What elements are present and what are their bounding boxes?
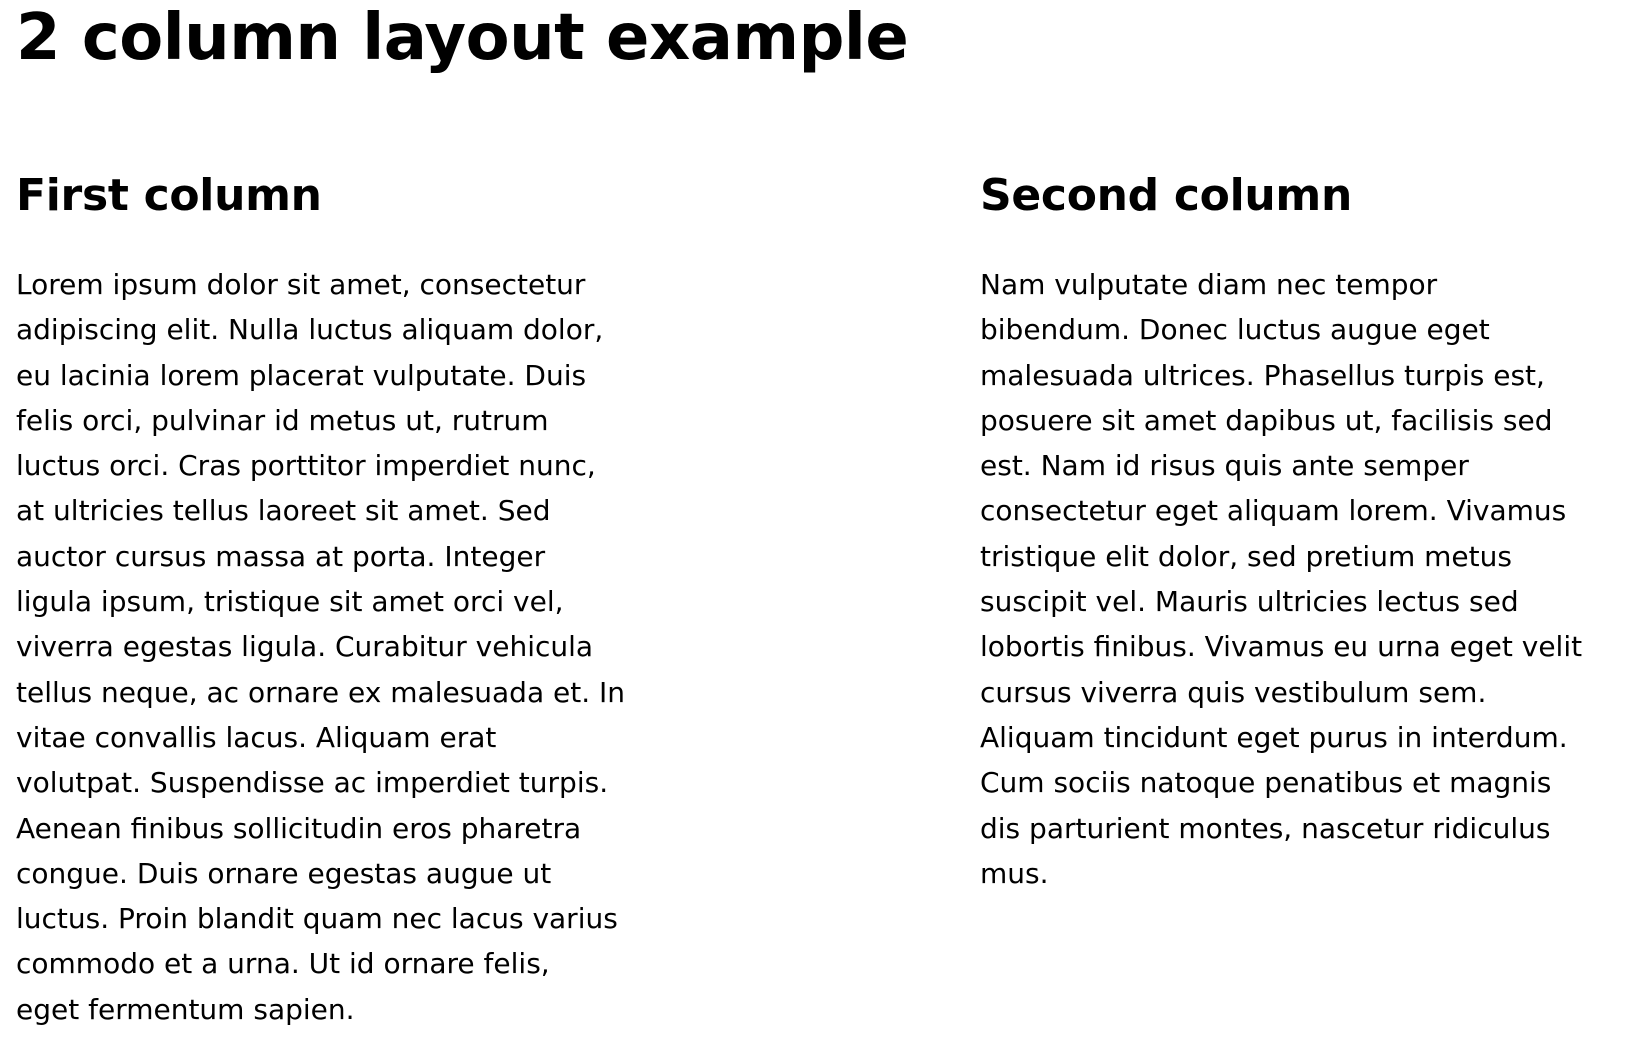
paragraph-line: bibendum. Donec luctus augue eget xyxy=(980,313,1490,347)
paragraph-line: commodo et a urna. Ut id ornare felis, xyxy=(16,947,550,981)
paragraph-line: consectetur eget aliquam lorem. Vivamus xyxy=(980,494,1567,528)
paragraph-line: est. Nam id risus quis ante semper xyxy=(980,449,1469,483)
paragraph-line: lobortis finibus. Vivamus eu urna eget velit xyxy=(980,630,1583,664)
paragraph-line: vitae convallis lacus. Aliquam erat xyxy=(16,720,497,754)
second-column xyxy=(980,168,1620,896)
paragraph-line: ligula ipsum, tristique sit amet orci vel, xyxy=(16,585,564,619)
paragraph-line: eu lacinia lorem placerat vulputate. Duis xyxy=(16,358,587,392)
paragraph-line: Nam vulputate diam nec tempor xyxy=(980,268,1438,301)
paragraph-line: viverra egestas ligula. Curabitur vehicula xyxy=(16,630,594,664)
second-column-heading: Second column xyxy=(980,170,1352,221)
paragraph-line: posuere sit amet dapibus ut, facilisis sed xyxy=(980,403,1553,437)
paragraph-line: eget fermentum sapien. xyxy=(16,992,355,1026)
paragraph-line: suscipit vel. Mauris ultricies lectus sed xyxy=(980,585,1519,619)
paragraph-line: dis parturient montes, nascetur ridiculus xyxy=(980,811,1551,845)
paragraph-line: Lorem ipsum dolor sit amet, consectetur xyxy=(16,268,586,301)
page-title: 2 column layout example xyxy=(16,1,909,75)
paragraph-line: cursus viverra quis vestibulum sem. xyxy=(980,675,1487,709)
paragraph-line: congue. Duis ornare egestas augue ut xyxy=(16,856,552,890)
paragraph-line: mus. xyxy=(980,856,1049,890)
paragraph-line: Aliquam tincidunt eget purus in interdum. xyxy=(980,720,1568,754)
paragraph-line: luctus orci. Cras porttitor imperdiet nunc, xyxy=(16,449,596,483)
paragraph-line: tellus neque, ac ornare ex malesuada et. In xyxy=(16,675,626,709)
paragraph-line: malesuada ultrices. Phasellus turpis est, xyxy=(980,358,1545,392)
paragraph-line: luctus. Proin blandit quam nec lacus varius xyxy=(16,902,618,936)
first-column xyxy=(16,168,696,1032)
first-column-paragraph xyxy=(16,262,696,1032)
paragraph-line: adipiscing elit. Nulla luctus aliquam dolor, xyxy=(16,313,604,347)
paragraph-line: volutpat. Suspendisse ac imperdiet turpis. xyxy=(16,766,609,800)
first-column-heading: First column xyxy=(16,170,322,221)
paragraph-line: at ultricies tellus laoreet sit amet. Sed xyxy=(16,494,551,528)
paragraph-line: auctor cursus massa at porta. Integer xyxy=(16,539,546,573)
second-column-paragraph xyxy=(980,262,1620,896)
paragraph-line: Cum sociis natoque penatibus et magnis xyxy=(980,766,1552,800)
paragraph-line: Aenean finibus sollicitudin eros pharetra xyxy=(16,811,582,845)
paragraph-line: felis orci, pulvinar id metus ut, rutrum xyxy=(16,403,549,437)
paragraph-line: tristique elit dolor, sed pretium metus xyxy=(980,539,1512,573)
